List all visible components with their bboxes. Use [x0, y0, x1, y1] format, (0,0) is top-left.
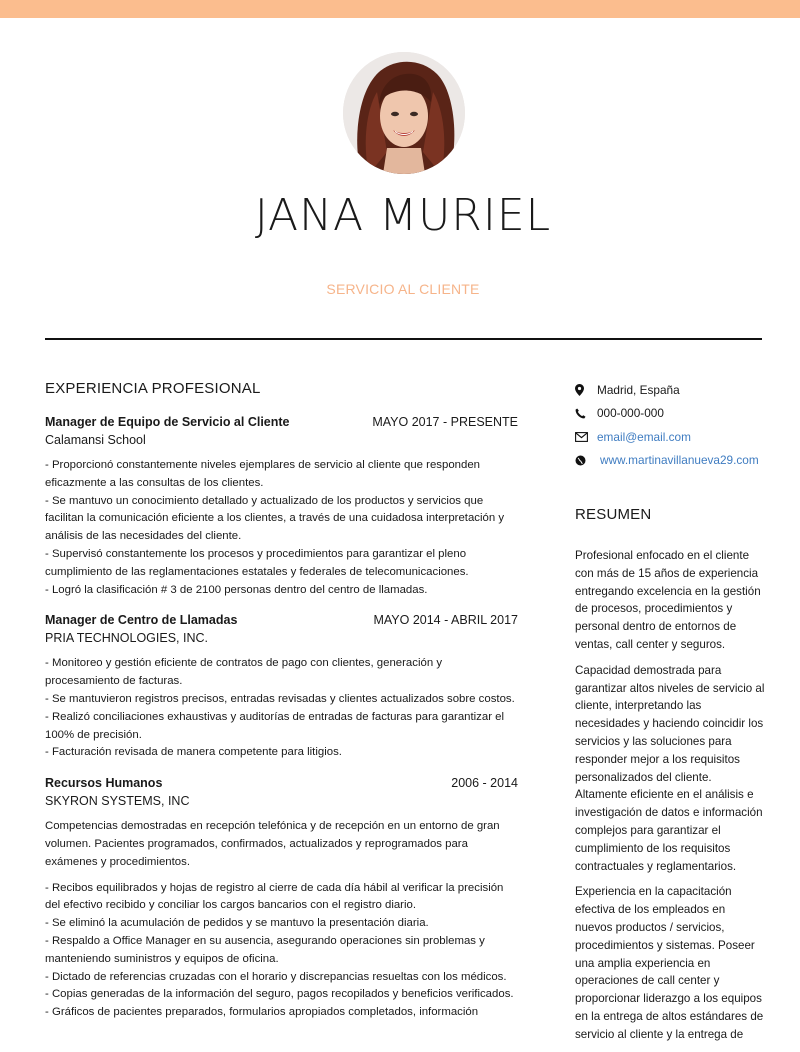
phone-icon: [575, 408, 597, 419]
candidate-name: JANA MURIEL: [254, 190, 552, 241]
summary-paragraph: Experiencia en la capacitación efectiva de los empleados en nuevos productos / servicios, procedimientos y sistemas. Poseer una amplia experiencia en operaciones de call center y proporcionar liderazgo a los equipos en la entrega de altos estándares de servicio al cliente y la entrega de: [575, 885, 764, 1041]
experience-section: [45, 380, 518, 1036]
contact-phone: [575, 402, 765, 426]
job-date: 2006 - 2014: [451, 776, 518, 791]
job-header: [45, 415, 518, 429]
globe-icon: [575, 455, 597, 466]
job-company: PRIA TECHNOLOGIES, INC.: [45, 631, 209, 646]
contact-location: [575, 378, 765, 402]
experience-title: EXPERIENCIA PROFESIONAL: [45, 380, 261, 397]
profile-photo-image: [343, 52, 465, 174]
job-date: MAYO 2017 - PRESENTE: [372, 415, 518, 429]
job-company: SKYRON SYSTEMS, INC: [45, 794, 190, 809]
job-title: Recursos Humanos: [45, 776, 163, 791]
website-link[interactable]: www.martinavillanueva29.com: [600, 453, 759, 468]
job-description: - Proporcionó constantemente niveles ejemplares de servicio al cliente que responden eficazmente a las consultas de los clientes. - Se mantuvo un conocimiento detallado y actualizado de los productos y servicios que facilitan la comunicación eficiente a los clientes, a través de una cuidadosa interpretación y análisis de las necesidades del cliente. - Supervisó constantemente los procesos y procedimientos para garantizar el pleno cumplimiento de las reglamentaciones estatales y federales de telecomunicaciones. - Logró la clasificación # 3 de 2100 personas dentro del centro de llamadas.: [45, 459, 505, 596]
job-date: MAYO 2014 - ABRIL 2017: [373, 613, 518, 628]
envelope-icon: [575, 432, 597, 442]
job-summary: Competencias demostradas en recepción telefónica y de recepción en un entorno de gran volumen. Pacientes programados, confirmados, actualizados y reprogramados para exámenes y procedimientos.: [45, 820, 500, 868]
summary-title: RESUMEN: [575, 506, 652, 523]
contact-list: [575, 378, 765, 472]
job-header: [45, 776, 518, 790]
sidebar: [575, 378, 765, 1052]
job-entry: [45, 415, 518, 599]
job-title: Manager de Centro de Llamadas: [45, 613, 238, 628]
header-divider: [45, 338, 762, 340]
job-description: - Monitoreo y gestión eficiente de contratos de pago con clientes, generación y procesamiento de facturas. - Se mantuvieron registros precisos, entradas revisadas y clientes actualizados sobre costos. - Realizó conciliaciones exhaustivas y auditorías de entradas de facturas para garantizar el 100% de precisión. - Facturación revisada de manera competente para litigios.: [45, 657, 515, 759]
email-link[interactable]: email@email.com: [597, 429, 691, 444]
job-entry: [45, 776, 518, 1022]
location-text: Madrid, España: [597, 382, 680, 397]
candidate-role: SERVICIO AL CLIENTE: [326, 281, 480, 297]
contact-website[interactable]: [575, 449, 765, 473]
job-description: - Recibos equilibrados y hojas de registro al cierre de cada día hábil al verificar la precisión del efectivo recibido y conciliar los cargos bancarios con el registro diario. - Se eliminó la acumulación de pedidos y se mantuvo la presentación diaria. - Respaldo a Office Manager en su ausencia, asegurando operaciones sin problemas y manteniendo suministros y equipos de oficina. - Dictado de referencias cruzadas con el horario y discrepancias resueltas con los médicos. - Copias generadas de la información del seguro, pagos recopilados y beneficios verificados. - Gráficos de pacientes preparados, formularios apropiados completados, información: [45, 881, 514, 1019]
job-company: Calamansi School: [45, 433, 146, 447]
job-entry: [45, 613, 518, 762]
top-accent-bar: [0, 0, 800, 18]
location-pin-icon: [575, 384, 597, 396]
job-header: [45, 613, 518, 627]
contact-email[interactable]: [575, 425, 765, 449]
summary-paragraph: Profesional enfocado en el cliente con más de 15 años de experiencia entregando excelencia en la gestión de procesos, procedimientos y personal dentro de entornos de ventas, call center y seguros.: [575, 549, 761, 651]
job-title: Manager de Equipo de Servicio al Cliente: [45, 415, 290, 429]
profile-photo: [343, 52, 465, 174]
phone-text: 000-000-000: [597, 406, 664, 421]
summary-paragraph: Capacidad demostrada para garantizar altos niveles de servicio al cliente, interpretando las necesidades y haciendo coincidir los servicios y las soluciones para responder mejor a los requisitos personalizados del cliente. Altamente eficiente en el análisis e investigación de datos e información complejos para garantizar el cumplimiento de los requisitos contractuales y reglamentarios.: [575, 663, 765, 873]
